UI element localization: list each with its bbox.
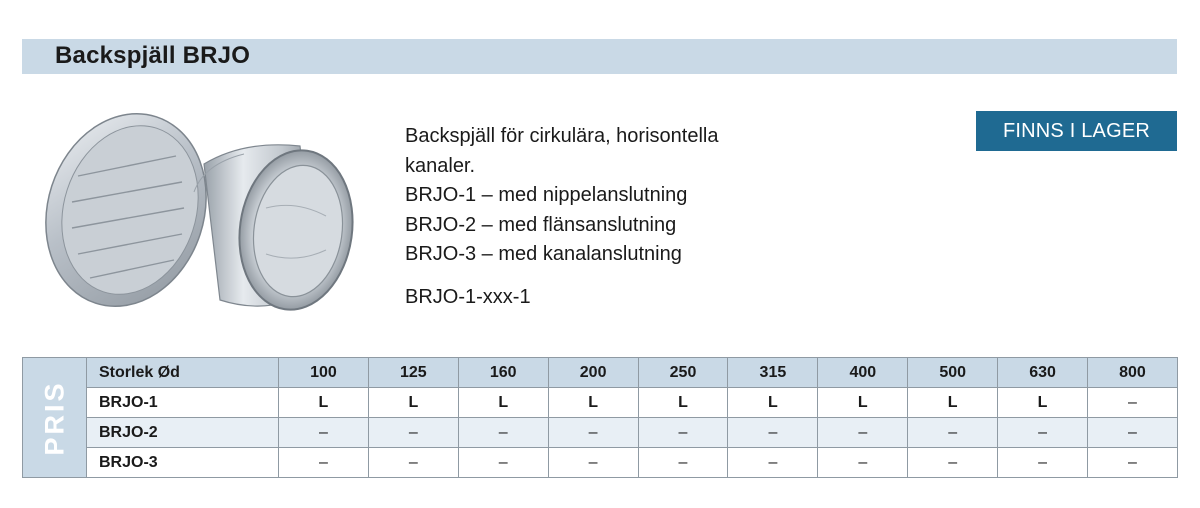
size-header: 100 [279, 358, 369, 388]
size-header: 315 [728, 358, 818, 388]
size-header-label: Storlek Ød [87, 358, 279, 388]
table-cell: L [998, 388, 1088, 418]
description-line: kanaler. [405, 154, 476, 177]
pris-side-label: PRIS [23, 358, 87, 478]
size-header: 160 [458, 358, 548, 388]
size-header: 125 [368, 358, 458, 388]
table-row [23, 448, 1178, 478]
table-cell: L [818, 388, 908, 418]
row-label: BRJO-1 [87, 388, 279, 418]
price-table [22, 357, 1178, 478]
table-cell: – [1088, 448, 1178, 478]
table-cell: L [458, 388, 548, 418]
table-cell: – [998, 448, 1088, 478]
table-cell: – [638, 448, 728, 478]
size-header: 400 [818, 358, 908, 388]
table-cell: L [548, 388, 638, 418]
size-header: 200 [548, 358, 638, 388]
table-cell: – [638, 418, 728, 448]
table-header-row [23, 358, 1178, 388]
table-cell: – [728, 418, 818, 448]
table-cell: – [458, 418, 548, 448]
table-cell: – [368, 418, 458, 448]
table-cell: – [998, 418, 1088, 448]
description-line: BRJO-3 – med kanalanslutning [405, 243, 682, 265]
row-label: BRJO-2 [87, 418, 279, 448]
page-title: Backspjäll BRJO [55, 42, 251, 69]
table-cell: – [458, 448, 548, 478]
table-cell: – [728, 448, 818, 478]
table-cell: L [728, 388, 818, 418]
size-header: 250 [638, 358, 728, 388]
product-image [44, 104, 362, 316]
table-cell: – [1088, 388, 1178, 418]
table-cell: L [368, 388, 458, 418]
table-cell: L [908, 388, 998, 418]
table-cell: – [908, 448, 998, 478]
description-line: BRJO-1 – med nippelanslutning [405, 184, 688, 206]
description-line: Backspjäll för cirkulära, horisontella [405, 125, 719, 147]
table-cell: – [548, 448, 638, 478]
table-cell: – [818, 418, 908, 448]
title-bar [22, 39, 1177, 74]
table-row [23, 388, 1178, 418]
size-header: 500 [908, 358, 998, 388]
table-row [23, 418, 1178, 448]
description-line: BRJO-2 – med flänsanslutning [405, 213, 677, 236]
size-header: 630 [998, 358, 1088, 388]
table-cell: L [638, 388, 728, 418]
table-cell: – [548, 418, 638, 448]
table-cell: – [908, 418, 998, 448]
stock-badge: FINNS I LAGER [976, 111, 1177, 151]
table-cell: – [279, 448, 369, 478]
table-cell: – [279, 418, 369, 448]
table-cell: L [279, 388, 369, 418]
size-header: 800 [1088, 358, 1178, 388]
row-label: BRJO-3 [87, 448, 279, 478]
table-cell: – [818, 448, 908, 478]
table-cell: – [1088, 418, 1178, 448]
table-cell: – [368, 448, 458, 478]
product-description [405, 122, 945, 312]
product-code: BRJO-1-xxx-1 [405, 285, 531, 308]
